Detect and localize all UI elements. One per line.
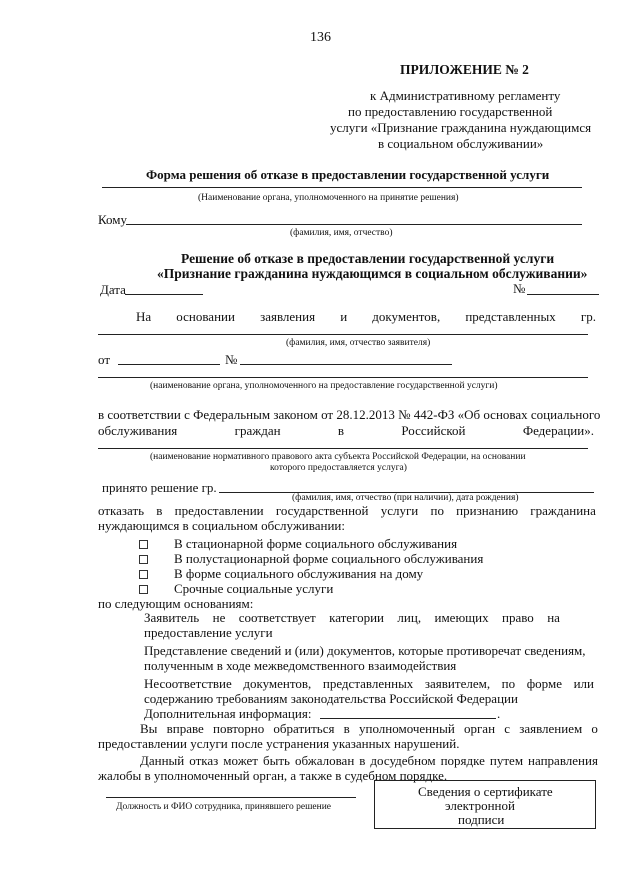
- word: гр.: [580, 309, 596, 324]
- word: На: [136, 309, 152, 324]
- word: Данный: [140, 753, 185, 768]
- word: представленных: [322, 676, 414, 691]
- word: по: [501, 676, 516, 691]
- signature-caption: Должность и ФИО сотрудника, принявшего решение: [116, 802, 331, 812]
- ground-3-line-1: [144, 676, 594, 691]
- additional-label: Дополнительная информация:: [144, 706, 312, 721]
- decision-title-1: Решение об отказе в предоставлении государственной услуги: [181, 251, 555, 266]
- number-sign: №: [513, 281, 526, 296]
- word: или: [573, 676, 594, 691]
- org-caption: (Наименование органа, уполномоченного на принятие решения): [198, 193, 459, 203]
- page-number: 136: [310, 30, 331, 45]
- org-name-line: [102, 187, 582, 188]
- word: признанию: [456, 503, 519, 518]
- additional-period: .: [497, 706, 501, 721]
- option-label: Срочные социальные услуги: [174, 581, 334, 596]
- word: не: [212, 610, 226, 625]
- appeal-1-line-2: предоставлении услуги после устранения указанных нарушений.: [98, 736, 460, 751]
- ground-2-line-2: полученным в ходе межведомственного взаимодействия: [144, 658, 457, 673]
- option-label: В форме социального обслуживания на дому: [174, 566, 424, 581]
- law-line-2: [98, 423, 594, 438]
- word: порядке: [440, 753, 485, 768]
- word: отказ: [189, 753, 219, 768]
- word: обратиться: [273, 721, 335, 736]
- word: Заявитель: [144, 610, 200, 625]
- date-line: [125, 294, 203, 295]
- word: может: [223, 753, 258, 768]
- date-label: Дата: [100, 282, 126, 297]
- certificate-line-1: Сведения о сертификате: [418, 784, 553, 799]
- word: о: [591, 721, 598, 736]
- from-number-line: [240, 364, 452, 365]
- grounds-label: по следующим основаниям:: [98, 596, 254, 611]
- word: государственной: [275, 503, 369, 518]
- word: отказать: [98, 503, 145, 518]
- decision-made-label: принято решение гр.: [102, 480, 217, 495]
- word: в: [337, 423, 345, 438]
- regional-caption-1: (наименование нормативного правового акта субъекта Российской Федерации, на основании: [150, 452, 526, 462]
- word: категории: [329, 610, 385, 625]
- word: и: [340, 309, 348, 324]
- option-checkbox[interactable]: [139, 570, 148, 579]
- basis-line: [136, 309, 596, 324]
- ground-3-line-2: содержанию требованиям законодательства Российской Федерации: [144, 691, 518, 706]
- applicant-caption-2: (фамилия, имя, отчество (при наличии), дата рождения): [292, 493, 519, 503]
- word: заявлением: [519, 721, 583, 736]
- certificate-line-2: электронной: [445, 798, 515, 813]
- word: досудебном: [370, 753, 436, 768]
- word: представленных: [465, 309, 556, 324]
- word: по: [430, 503, 444, 518]
- word: путем: [489, 753, 524, 768]
- word: заявителем,: [424, 676, 491, 691]
- appeal-2-line-2: жалобы в уполномоченный орган, а также в судебном порядке.: [98, 768, 448, 783]
- option-label: В полустационарной форме социального обслуживания: [174, 551, 484, 566]
- word: предоставлении: [174, 503, 264, 518]
- to-label: Кому: [98, 212, 128, 227]
- word: Российской: [401, 423, 466, 438]
- org-line-2: [98, 377, 588, 378]
- from-label: от: [98, 352, 111, 367]
- appendix-line-1: к Административному регламенту: [370, 88, 561, 103]
- word: заявления: [260, 309, 316, 324]
- option-checkbox[interactable]: [139, 585, 148, 594]
- word: право: [502, 610, 534, 625]
- applicant-caption: (фамилия, имя, отчество заявителя): [286, 338, 431, 348]
- word: быть: [262, 753, 290, 768]
- word: вправе: [166, 721, 204, 736]
- refuse-line-2: нуждающимся в социальном обслуживании:: [98, 518, 345, 533]
- regional-act-line: [98, 448, 588, 449]
- word: повторно: [212, 721, 265, 736]
- option-label: В стационарной форме социального обслуживания: [174, 536, 458, 551]
- word: Федерации».: [522, 423, 594, 438]
- word: в: [156, 503, 163, 518]
- applicant-line: [98, 334, 588, 335]
- from-date-line: [118, 364, 220, 365]
- refuse-line-1: [98, 503, 596, 518]
- word: услуги: [380, 503, 419, 518]
- decision-title-2: «Признание гражданина нуждающимся в социальном обслуживании»: [157, 266, 588, 281]
- word: орган: [463, 721, 496, 736]
- option-checkbox[interactable]: [139, 540, 148, 549]
- signature-line: [106, 797, 356, 798]
- word: на: [547, 610, 560, 625]
- recipient-line: [126, 224, 582, 225]
- word: уполномоченный: [358, 721, 455, 736]
- word: лиц,: [397, 610, 422, 625]
- ground-1-line-1: [144, 610, 560, 625]
- word: в: [343, 721, 350, 736]
- ground-2-line-1: Представление сведений и (или) документов, которые противоречат сведениям,: [144, 643, 586, 658]
- word: соответствует: [238, 610, 316, 625]
- option-checkbox[interactable]: [139, 555, 148, 564]
- word: документов,: [243, 676, 312, 691]
- number-line: [527, 294, 599, 295]
- word: Вы: [140, 721, 158, 736]
- appeal-1-line-1: [140, 721, 598, 736]
- fio-caption: (фамилия, имя, отчество): [290, 228, 393, 238]
- org-caption-2: (наименование органа, уполномоченного на предоставление государственной услуги): [150, 381, 498, 391]
- word: гражданина: [530, 503, 596, 518]
- appendix-line-3: услуги «Признание гражданина нуждающимся: [330, 120, 592, 135]
- word: основании: [176, 309, 235, 324]
- word: направления: [528, 753, 598, 768]
- ground-1-line-2: предоставление услуги: [144, 625, 273, 640]
- word: имеющих: [434, 610, 489, 625]
- appendix-line-4: в социальном обслуживании»: [378, 136, 544, 151]
- additional-info-line: [320, 718, 496, 719]
- law-line-1: в соответствии с Федеральным законом от 28.12.2013 № 442-ФЗ «Об основах социального: [98, 407, 601, 422]
- form-title: Форма решения об отказе в предоставлении государственной услуги: [146, 167, 550, 182]
- word: обжалован: [294, 753, 355, 768]
- from-number-sign: №: [225, 352, 238, 367]
- word: с: [504, 721, 510, 736]
- appendix-title: ПРИЛОЖЕНИЕ № 2: [400, 62, 529, 77]
- word: Несоответствие: [144, 676, 232, 691]
- regional-caption-2: которого предоставляется услуга): [270, 463, 407, 473]
- word: обслуживания: [98, 423, 178, 438]
- word: форме: [526, 676, 562, 691]
- word: граждан: [234, 423, 281, 438]
- appendix-line-2: по предоставлению государственной: [348, 104, 553, 119]
- word: в: [359, 753, 366, 768]
- appeal-2-line-1: [140, 753, 598, 768]
- word: документов,: [372, 309, 441, 324]
- certificate-line-3: подписи: [458, 812, 505, 827]
